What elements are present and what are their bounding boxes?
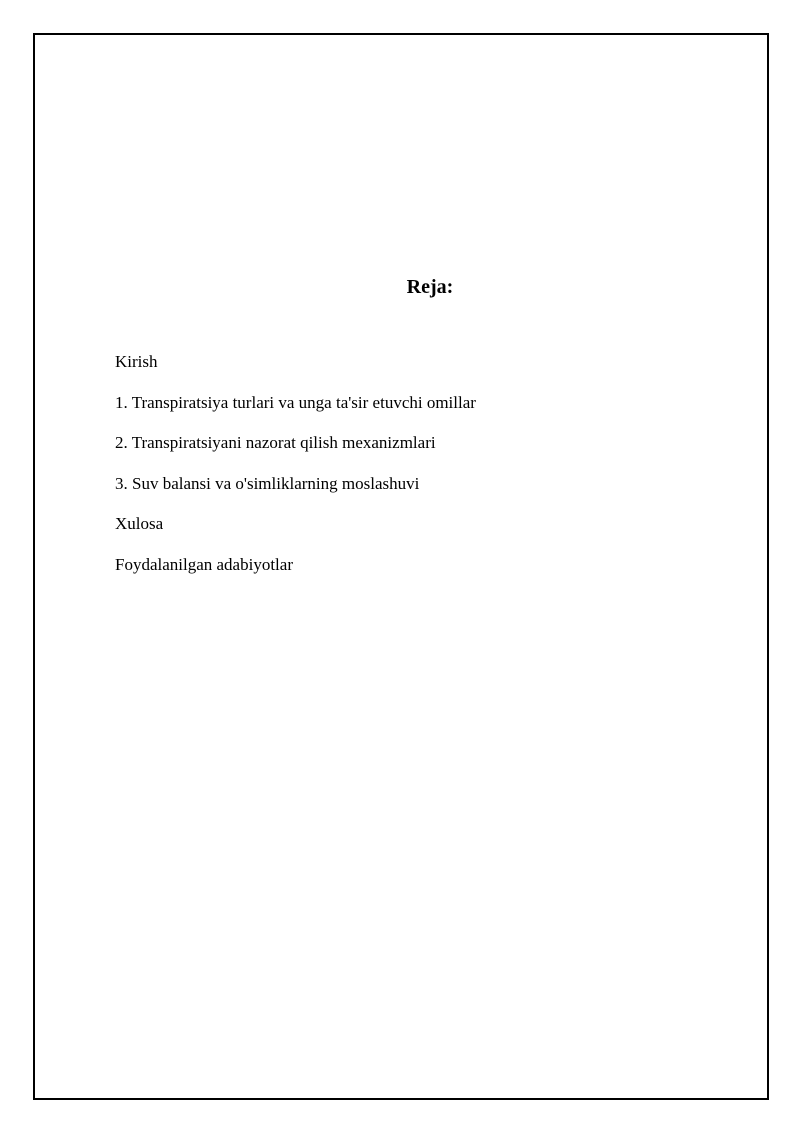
plan-list: [115, 351, 476, 595]
plan-title: Reja:: [406, 276, 454, 298]
plan-item-section-1: 1. Transpiratsiya turlari va unga ta'sir etuvchi omillar: [115, 392, 476, 412]
plan-item-conclusion: Xulosa: [115, 514, 164, 534]
plan-item-section-3: 3. Suv balansi va o'simliklarning moslashuvi: [115, 473, 420, 493]
plan-item-references: Foydalanilgan adabiyotlar: [115, 554, 293, 574]
plan-item-introduction: Kirish: [115, 352, 158, 371]
plan-item-section-2: 2. Transpiratsiyani nazorat qilish mexanizmlari: [115, 433, 436, 453]
